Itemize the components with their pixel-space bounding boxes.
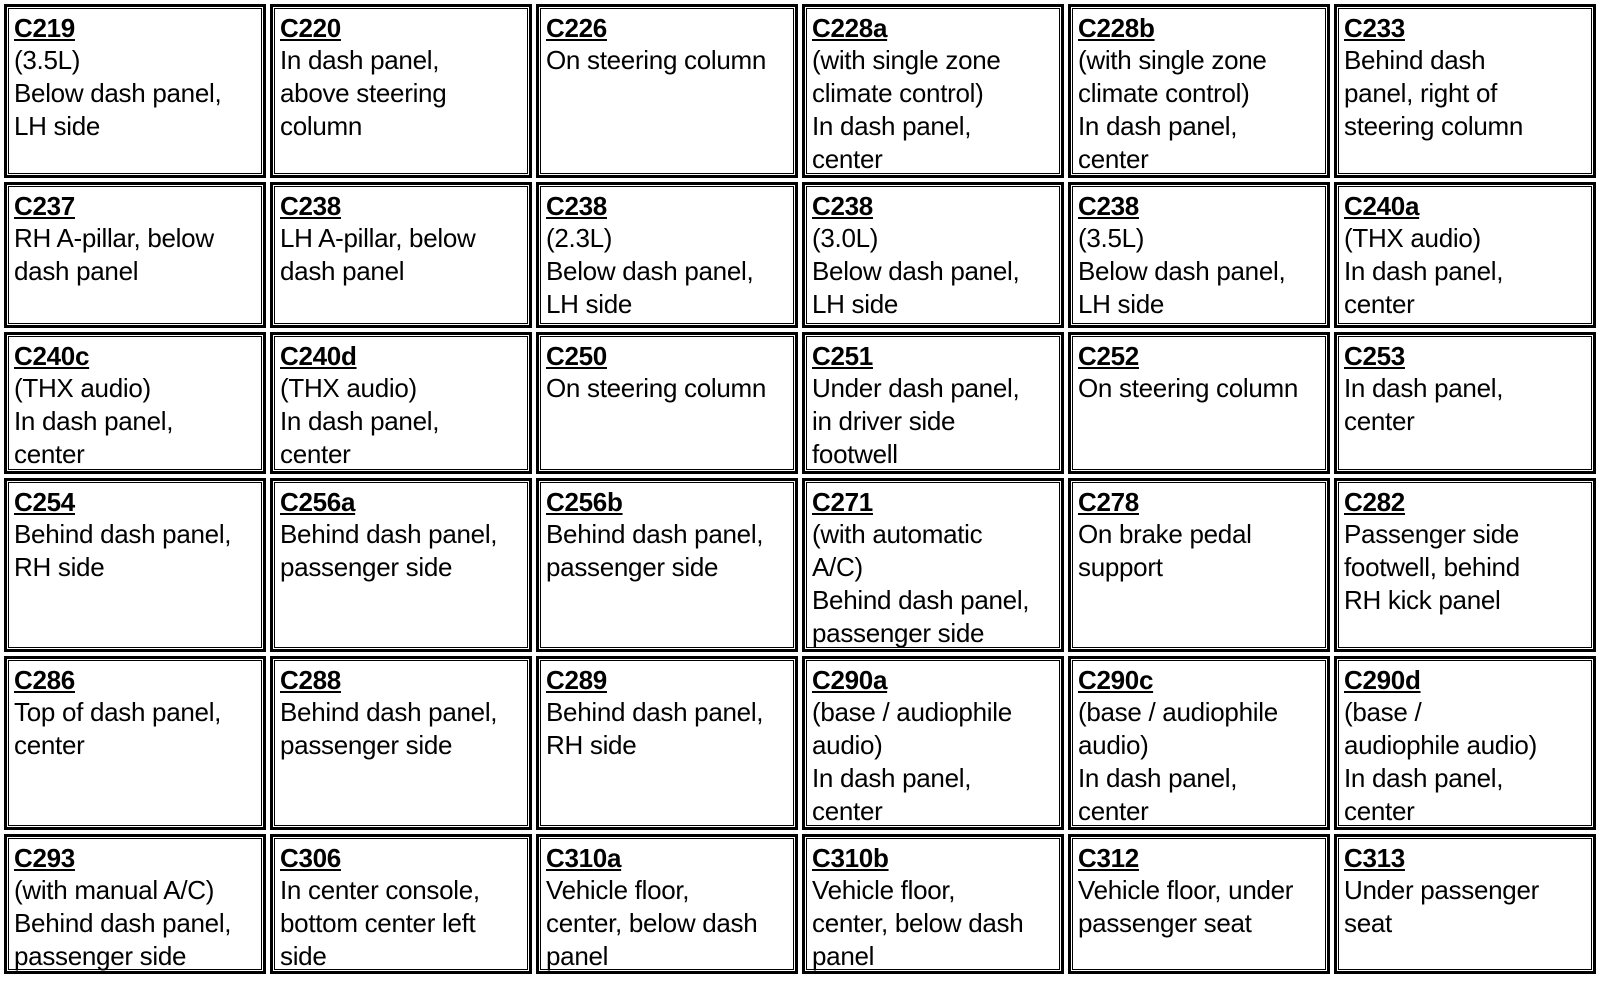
connector-location-line: Below dash panel, bbox=[1078, 256, 1286, 286]
connector-location-line: LH side bbox=[14, 111, 101, 141]
connector-cell bbox=[4, 332, 266, 474]
connector-location-line: Behind dash panel, bbox=[280, 519, 498, 549]
connector-location-line: passenger seat bbox=[1078, 908, 1252, 938]
connector-location-line: In center console, bbox=[280, 875, 480, 905]
connector-location-line: In dash panel, bbox=[280, 406, 440, 436]
connector-location-line: center bbox=[1344, 406, 1415, 436]
connector-location-line: center bbox=[1344, 796, 1415, 826]
connector-location-line: (base / audiophile bbox=[1078, 697, 1278, 727]
connector-location-line: Behind dash panel, bbox=[812, 585, 1030, 615]
connector-code: C228b bbox=[1078, 13, 1155, 43]
connector-cell bbox=[4, 834, 266, 974]
connector-code: C290a bbox=[812, 665, 888, 695]
connector-location-line: bottom center left bbox=[280, 908, 476, 938]
connector-location-line: LH A-pillar, below bbox=[280, 223, 476, 253]
connector-cell bbox=[1334, 332, 1596, 474]
connector-location-line: Below dash panel, bbox=[546, 256, 754, 286]
connector-location-line: In dash panel, bbox=[14, 406, 174, 436]
connector-location-line: (3.0L) bbox=[812, 223, 879, 253]
connector-code: C238 bbox=[280, 191, 341, 221]
connector-code: C251 bbox=[812, 341, 873, 371]
connector-cell bbox=[536, 834, 798, 974]
connector-location-line: In dash panel, bbox=[812, 763, 972, 793]
connector-location-line: In dash panel, bbox=[812, 111, 972, 141]
connector-cell bbox=[270, 332, 532, 474]
connector-cell bbox=[1334, 182, 1596, 328]
connector-location-line: in driver side bbox=[812, 406, 956, 436]
connector-location-line: Behind dash panel, bbox=[280, 697, 498, 727]
connector-code: C238 bbox=[546, 191, 607, 221]
connector-code: C286 bbox=[14, 665, 75, 695]
connector-location-line: On brake pedal bbox=[1078, 519, 1252, 549]
connector-location-line: passenger side bbox=[14, 941, 187, 971]
connector-cell bbox=[536, 656, 798, 830]
connector-location-line: Vehicle floor, bbox=[546, 875, 690, 905]
connector-code: C252 bbox=[1078, 341, 1139, 371]
connector-location-line: dash panel bbox=[280, 256, 405, 286]
connector-location-line: Top of dash panel, bbox=[14, 697, 222, 727]
connector-location-line: audio) bbox=[812, 730, 883, 760]
connector-code: C306 bbox=[280, 843, 341, 873]
connector-location-line: Below dash panel, bbox=[14, 78, 222, 108]
connector-code: C282 bbox=[1344, 487, 1405, 517]
connector-location-line: climate control) bbox=[812, 78, 984, 108]
connector-location-line: A/C) bbox=[812, 552, 863, 582]
connector-location-line: audio) bbox=[1078, 730, 1149, 760]
connector-location-line: In dash panel, bbox=[1344, 256, 1504, 286]
connector-code: C290d bbox=[1344, 665, 1421, 695]
connector-location-line: In dash panel, bbox=[1344, 373, 1504, 403]
connector-location-line: RH kick panel bbox=[1344, 585, 1501, 615]
connector-code: C288 bbox=[280, 665, 341, 695]
connector-cell bbox=[1334, 478, 1596, 652]
connector-cell bbox=[536, 478, 798, 652]
connector-location-line: Vehicle floor, bbox=[812, 875, 956, 905]
connector-cell bbox=[270, 834, 532, 974]
connector-location-line: In dash panel, bbox=[1078, 111, 1238, 141]
connector-location-line: side bbox=[280, 941, 327, 971]
connector-cell bbox=[802, 656, 1064, 830]
connector-location-line: (THX audio) bbox=[1344, 223, 1481, 253]
connector-location-line: dash panel bbox=[14, 256, 139, 286]
connector-code: C240d bbox=[280, 341, 357, 371]
connector-code: C313 bbox=[1344, 843, 1405, 873]
connector-cell bbox=[1068, 4, 1330, 178]
connector-location-line: passenger side bbox=[280, 552, 453, 582]
connector-location-line: (with manual A/C) bbox=[14, 875, 215, 905]
connector-location-line: above steering bbox=[280, 78, 447, 108]
connector-location-line: On steering column bbox=[1078, 373, 1299, 403]
connector-location-line: center bbox=[1344, 289, 1415, 319]
connector-location-line: (base / bbox=[1344, 697, 1422, 727]
connector-cell bbox=[802, 182, 1064, 328]
connector-cell bbox=[1068, 478, 1330, 652]
connector-cell bbox=[270, 478, 532, 652]
connector-location-line: center bbox=[14, 439, 85, 469]
connector-cell bbox=[1334, 834, 1596, 974]
connector-code: C253 bbox=[1344, 341, 1405, 371]
connector-cell bbox=[4, 4, 266, 178]
connector-cell bbox=[4, 656, 266, 830]
connector-cell bbox=[536, 182, 798, 328]
connector-location-line: column bbox=[280, 111, 363, 141]
connector-code: C238 bbox=[1078, 191, 1139, 221]
connector-location-line: panel, right of bbox=[1344, 78, 1498, 108]
connector-location-line: Passenger side bbox=[1344, 519, 1520, 549]
connector-location-line: (THX audio) bbox=[280, 373, 417, 403]
connector-cell bbox=[536, 332, 798, 474]
connector-cell bbox=[1068, 182, 1330, 328]
connector-cell bbox=[802, 4, 1064, 178]
connector-location-line: footwell, behind bbox=[1344, 552, 1520, 582]
connector-code: C310b bbox=[812, 843, 889, 873]
connector-code: C254 bbox=[14, 487, 75, 517]
connector-cell bbox=[802, 834, 1064, 974]
connector-code: C278 bbox=[1078, 487, 1139, 517]
connector-location-line: center bbox=[812, 144, 883, 174]
connector-location-line: Behind dash panel, bbox=[546, 697, 764, 727]
connector-code: C233 bbox=[1344, 13, 1405, 43]
connector-location-line: Under dash panel, bbox=[812, 373, 1020, 403]
connector-code: C219 bbox=[14, 13, 75, 43]
connector-cell bbox=[802, 332, 1064, 474]
connector-location-line: (with single zone bbox=[1078, 45, 1267, 75]
connector-location-line: (THX audio) bbox=[14, 373, 151, 403]
connector-code: C310a bbox=[546, 843, 622, 873]
connector-location-line: Under passenger bbox=[1344, 875, 1539, 905]
connector-location-line: In dash panel, bbox=[280, 45, 440, 75]
connector-location-line: Vehicle floor, under bbox=[1078, 875, 1294, 905]
connector-location-line: steering column bbox=[1344, 111, 1524, 141]
connector-location-line: Below dash panel, bbox=[812, 256, 1020, 286]
connector-location-line: (base / audiophile bbox=[812, 697, 1012, 727]
connector-location-line: support bbox=[1078, 552, 1163, 582]
connector-location-line: center bbox=[812, 796, 883, 826]
connector-location-line: center bbox=[1078, 796, 1149, 826]
connector-location-line: LH side bbox=[1078, 289, 1165, 319]
connector-code: C220 bbox=[280, 13, 341, 43]
connector-code: C293 bbox=[14, 843, 75, 873]
connector-location-line: seat bbox=[1344, 908, 1392, 938]
connector-location-line: Behind dash panel, bbox=[14, 908, 232, 938]
connector-location-line: LH side bbox=[812, 289, 899, 319]
connector-cell bbox=[270, 656, 532, 830]
connector-location-line: panel bbox=[812, 941, 875, 971]
connector-cell bbox=[1068, 332, 1330, 474]
connector-cell bbox=[270, 4, 532, 178]
connector-cell bbox=[802, 478, 1064, 652]
connector-location-line: audiophile audio) bbox=[1344, 730, 1537, 760]
connector-cell bbox=[536, 4, 798, 178]
connector-location-line: On steering column bbox=[546, 373, 767, 403]
connector-location-line: center bbox=[280, 439, 351, 469]
connector-location-line: panel bbox=[546, 941, 609, 971]
connector-location-line: center bbox=[14, 730, 85, 760]
connector-code: C312 bbox=[1078, 843, 1139, 873]
connector-location-line: (2.3L) bbox=[546, 223, 613, 253]
connector-location-line: center bbox=[1078, 144, 1149, 174]
connector-cell bbox=[1068, 656, 1330, 830]
connector-location-line: (with automatic bbox=[812, 519, 983, 549]
connector-location-table bbox=[4, 4, 1596, 986]
connector-code: C228a bbox=[812, 13, 888, 43]
connector-location-line: On steering column bbox=[546, 45, 767, 75]
connector-code: C237 bbox=[14, 191, 75, 221]
connector-location-line: Behind dash panel, bbox=[14, 519, 232, 549]
connector-location-line: RH A-pillar, below bbox=[14, 223, 214, 253]
connector-code: C256b bbox=[546, 487, 623, 517]
connector-location-line: center, below dash bbox=[812, 908, 1024, 938]
connector-location-line: Behind dash bbox=[1344, 45, 1486, 75]
connector-code: C240c bbox=[14, 341, 90, 371]
connector-cell bbox=[4, 182, 266, 328]
connector-code: C250 bbox=[546, 341, 607, 371]
connector-cell bbox=[1334, 656, 1596, 830]
connector-location-line: LH side bbox=[546, 289, 633, 319]
connector-location-line: passenger side bbox=[280, 730, 453, 760]
connector-location-line: center, below dash bbox=[546, 908, 758, 938]
connector-location-line: (3.5L) bbox=[1078, 223, 1145, 253]
connector-code: C290c bbox=[1078, 665, 1154, 695]
connector-location-line: passenger side bbox=[812, 618, 985, 648]
connector-code: C226 bbox=[546, 13, 607, 43]
connector-location-line: (3.5L) bbox=[14, 45, 81, 75]
connector-cell bbox=[1334, 4, 1596, 178]
connector-code: C240a bbox=[1344, 191, 1420, 221]
connector-cell bbox=[4, 478, 266, 652]
connector-code: C271 bbox=[812, 487, 873, 517]
connector-location-line: RH side bbox=[546, 730, 637, 760]
connector-location-line: (with single zone bbox=[812, 45, 1001, 75]
connector-code: C256a bbox=[280, 487, 356, 517]
connector-code: C238 bbox=[812, 191, 873, 221]
connector-cell bbox=[270, 182, 532, 328]
connector-location-line: passenger side bbox=[546, 552, 719, 582]
connector-location-line: In dash panel, bbox=[1078, 763, 1238, 793]
connector-location-line: climate control) bbox=[1078, 78, 1250, 108]
connector-location-line: Behind dash panel, bbox=[546, 519, 764, 549]
connector-code: C289 bbox=[546, 665, 607, 695]
connector-location-line: In dash panel, bbox=[1344, 763, 1504, 793]
connector-location-line: footwell bbox=[812, 439, 898, 469]
connector-location-line: RH side bbox=[14, 552, 105, 582]
connector-cell bbox=[1068, 834, 1330, 974]
